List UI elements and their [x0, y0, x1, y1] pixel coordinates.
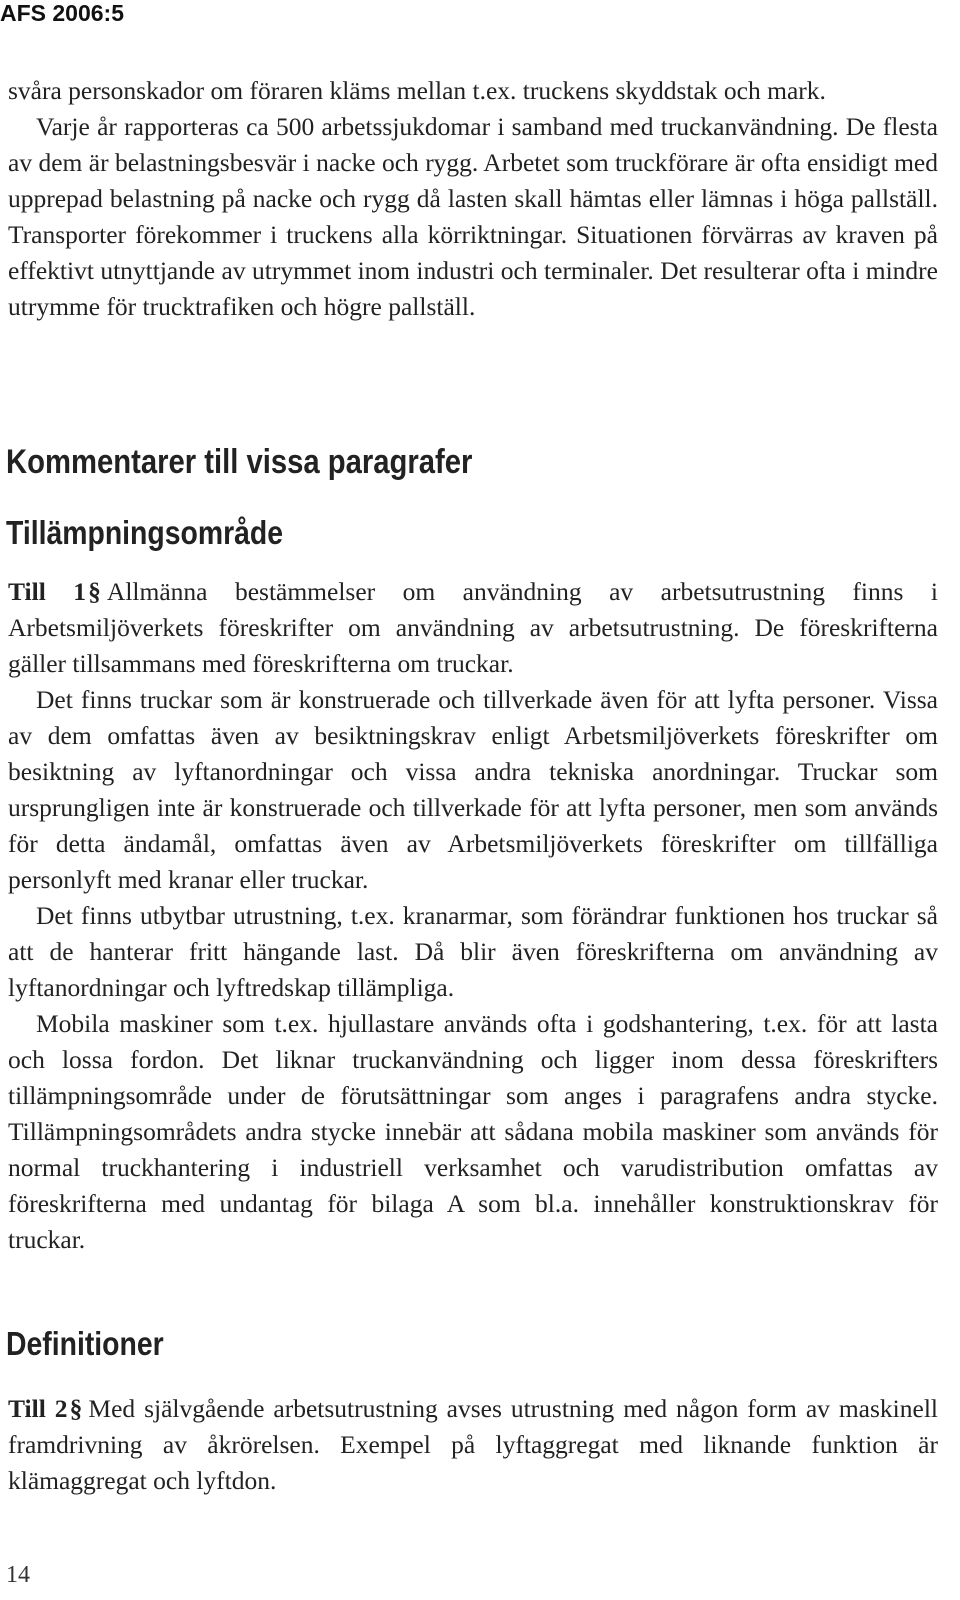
heading-tillampningsomrade: Tillämpningsområde — [6, 514, 284, 551]
section-sign-icon: § — [88, 577, 101, 606]
till1-section — [8, 574, 938, 1258]
till2-paragraph-1 — [8, 1391, 938, 1499]
heading-definitioner: Definitioner — [6, 1325, 164, 1362]
intro-paragraph-1: svåra personskador om föraren kläms mellan t.ex. truckens skyddstak och mark. — [8, 76, 826, 105]
intro-paragraph-2: Varje år rapporteras ca 500 arbetssjukdomar i samband med truckanvändning. De flesta av dem är belastningsbesvär i nacke och rygg. Arbetet som truckförare är ofta ensidigt med upprepad belastning på nacke och rygg då lasten skall hämtas eller lämnas i höga pallställ. Transporter förekommer i truckens alla körriktningar. Situationen förvärras av kraven på effektivt utnyttjande av utrymmet inom industri och terminaler. Det resulterar ofta i mindre utrymme för trucktrafiken och högre pallställ. — [8, 112, 938, 321]
till1-label: Till 1 — [8, 577, 87, 606]
till2-section — [8, 1391, 938, 1499]
till1-paragraph-1 — [8, 574, 938, 682]
till1-paragraph-2: Det finns truckar som är konstruerade och tillverkade även för att lyfta personer. Vissa av dem omfattas även av besiktningskrav enligt Arbetsmiljöverkets föreskrifter om besiktning av lyftanordningar och vissa andra tekniska anordningar. Truckar som ursprungligen inte är konstruerade och tillverkade för att lyfta personer, men som används för detta ändamål, omfattas även av Arbetsmiljöverkets föreskrifter om tillfälliga personlyft med kranar eller truckar. — [8, 685, 938, 894]
document-reference: AFS 2006:5 — [0, 0, 125, 26]
heading-kommentarer: Kommentarer till vissa paragrafer — [6, 443, 473, 481]
section-sign-icon: § — [69, 1394, 83, 1423]
till2-label: Till 2 — [8, 1394, 68, 1423]
page-number: 14 — [6, 1562, 30, 1588]
till1-text-1: Allmänna bestämmelser om användning av arbetsutrustning finns i Arbetsmiljöverkets föreskrifter om användning av arbetsutrustning. De föreskrifterna gäller tillsammans med föreskrifterna om truckar. — [8, 577, 938, 678]
till2-text-1: Med självgående arbetsutrustning avses utrustning med någon form av maskinell framdrivning av åkrörelsen. Exempel på lyftaggregat med liknande funktion är klämaggregat och lyftdon. — [8, 1394, 938, 1495]
intro-section — [8, 73, 938, 325]
till1-paragraph-3: Det finns utbytbar utrustning, t.ex. kranarmar, som förändrar funktionen hos truckar så att de hanterar fritt hängande last. Då blir även föreskrifterna om användning av lyftanordningar och lyftredskap tillämpliga. — [8, 901, 938, 1002]
till1-paragraph-4: Mobila maskiner som t.ex. hjullastare används ofta i godshantering, t.ex. för att lasta och lossa fordon. Det liknar truckanvändning och ligger inom dessa föreskrifters tillämpningsområde under de förutsättningar som anges i paragrafens andra stycke. Tillämpningsområdets andra stycke innebär att sådana mobila maskiner som används för normal truckhantering i industriell verksamhet och varudistribution omfattas av föreskrifterna med undantag för bilaga A som bl.a. innehåller konstruktionskrav för truckar. — [8, 1009, 938, 1254]
